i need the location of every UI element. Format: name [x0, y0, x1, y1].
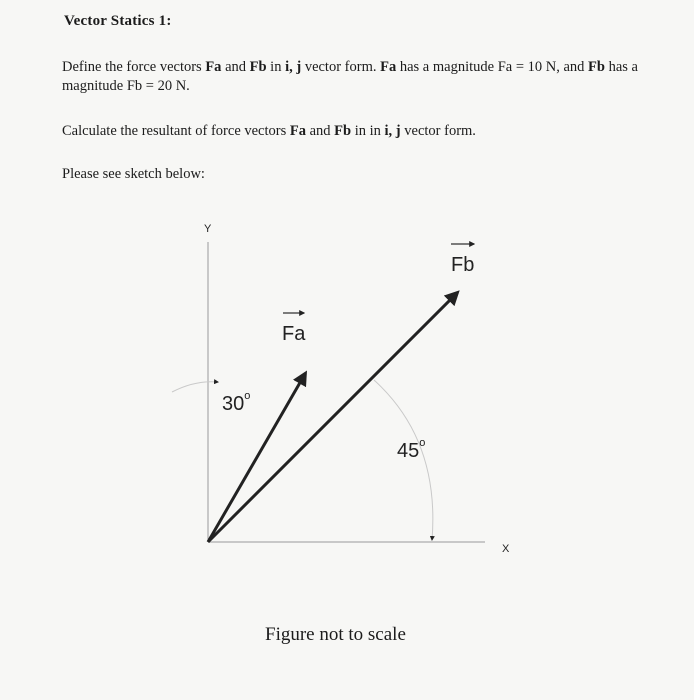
fa-angle-label: 30$^o$ [222, 390, 251, 415]
y-axis-label: Y [204, 223, 212, 235]
fa-label: Fa [282, 323, 306, 345]
fb-angle-label: 45$^o$ [397, 437, 426, 462]
sketch-intro-text: Please see sketch below: [62, 166, 205, 182]
fb-vector-arrow [208, 292, 458, 542]
figure-caption: Figure not to scale [265, 624, 406, 645]
problem-definition-text: Define the force vectors Fa and Fb in i, j vector form. Fa has a magnitude Fa = 10 N, and Fb has a magnitude Fb = 20 N. [62, 59, 638, 94]
problem-title: Vector Statics 1: [64, 13, 172, 29]
fa-angle-arc [172, 382, 218, 392]
x-axis-label: X [502, 543, 510, 555]
fb-label: Fb [451, 254, 475, 276]
problem-question-text: Calculate the resultant of force vectors Fa and Fb in in i, j vector form. [62, 123, 476, 139]
